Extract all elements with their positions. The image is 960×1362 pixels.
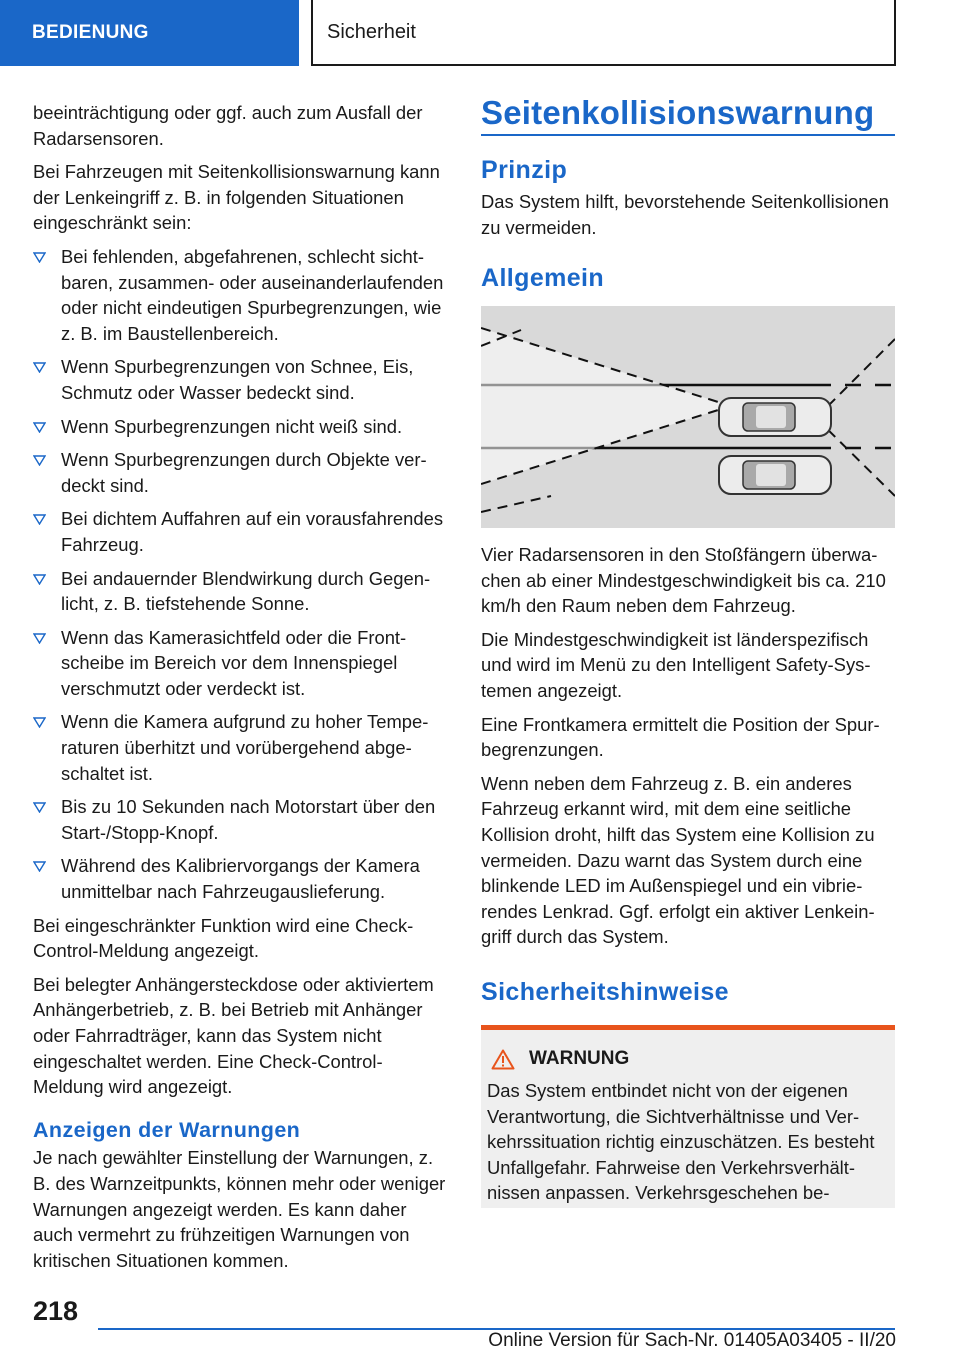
car-icon [719, 456, 831, 494]
paragraph: Eine Frontkamera ermittelt die Position der Spurbegrenzungen. [481, 713, 880, 761]
triangle-bullet-icon [33, 362, 46, 373]
paragraph: Bei Fahrzeugen mit Seitenkollisionswarnung kann der Lenkeingriff z. B. in folgenden Situationen eingeschränkt sein: [33, 161, 440, 234]
triangle-bullet-icon [33, 633, 46, 644]
warning-triangle-icon [491, 1049, 515, 1070]
warning-text: Das System entbindet nicht von der eigenen Verantwortung, die Sichtverhältnisse und Verkehrssituation richtig einzuschätzen. Es besteht Unfallgefahr. Fahrweise den Verkehrsverhältnissen anpassen. Verkehrsgeschehen be- [487, 1080, 875, 1204]
paragraph: Bei belegter Anhängersteckdose oder aktiviertem Anhängerbetrieb, z. B. bei Betrieb mit Anhänger oder Fahrradträger, kann das System nicht eingeschaltet werden. Eine Check-Control-Meldung wird angezeigt. [33, 973, 434, 1098]
right-column [481, 94, 895, 1208]
list-item: Wenn Spurbegrenzungen von Schnee, Eis, Schmutz oder Wasser bedeckt sind. [33, 354, 448, 405]
paragraph: Je nach gewählter Einstellung der Warnungen, z. B. des Warnzeitpunkts, können mehr oder weniger Warnungen angezeigt werden. Es kann daher auch vermehrt zu frühzeitigen Warnungen von kritischen Situationen kommen. [33, 1147, 446, 1271]
chapter-tab [0, 0, 299, 66]
triangle-bullet-icon [33, 514, 46, 525]
paragraph: beeinträchtigung oder ggf. auch zum Ausfall der Radarsensoren. [33, 102, 423, 149]
list-item: Bei andauernder Blendwirkung durch Gegenlicht, z. B. tiefstehende Sonne. [33, 566, 448, 617]
heading-sicherheitshinweise: Sicherheitshinweise [481, 977, 729, 1006]
triangle-bullet-icon [33, 802, 46, 813]
list-item: Wenn die Kamera aufgrund zu hoher Temperaturen überhitzt und vorübergehend abgeschaltet ist. [33, 709, 448, 786]
page-number: 218 [33, 1296, 79, 1326]
bullet-list [33, 244, 448, 905]
paragraph: Das System hilft, bevorstehende Seitenkollisionen zu vermeiden. [481, 191, 889, 238]
page-title: Seitenkollisionswarnung [481, 100, 895, 136]
list-item: Bis zu 10 Sekunden nach Motorstart über den Start-/Stopp-Knopf. [33, 794, 448, 845]
left-column [33, 100, 448, 1281]
triangle-bullet-icon [33, 861, 46, 872]
list-item: Wenn das Kamerasichtfeld oder die Frontscheibe im Bereich vor dem Innenspiegel verschmutzt oder verdeckt ist. [33, 625, 448, 702]
section-label: Sicherheit [327, 20, 416, 43]
list-item: Wenn Spurbegrenzungen durch Objekte verdeckt sind. [33, 447, 448, 498]
heading-prinzip: Prinzip [481, 155, 568, 184]
footer-text: Online Version für Sach-Nr. 01405A03405 - II/20 [488, 1330, 896, 1351]
list-item: Bei dichtem Auffahren auf ein vorausfahrendes Fahrzeug. [33, 506, 448, 557]
warning-title: WARNUNG [487, 1046, 889, 1072]
chapter-label: BEDIENUNG [32, 22, 149, 43]
paragraph: Bei eingeschränkter Funktion wird eine Check-Control-Meldung angezeigt. [33, 914, 414, 962]
radar-illustration [481, 306, 895, 528]
car-icon [719, 398, 831, 436]
paragraph: Vier Radarsensoren in den Stoßfängern überwachen ab einer Mindestgeschwindigkeit bis ca. 210 km/h den Raum neben dem Fahrzeug. [481, 543, 886, 617]
list-item: Wenn Spurbegrenzungen nicht weiß sind. [33, 414, 448, 440]
list-item: Während des Kalibriervorgangs der Kamera unmittelbar nach Fahrzeugauslieferung. [33, 853, 448, 904]
subheading-warnungen: Anzeigen der Warnungen [33, 1117, 301, 1142]
warning-box [481, 1025, 895, 1208]
paragraph: Wenn neben dem Fahrzeug z. B. ein anderes Fahrzeug erkannt wird, mit dem eine seitliche Kollision droht, hilft das System eine Kollision zu vermeiden. Dazu warnt das System durch eine blinkende LED im Außenspiegel und ein vibrierendes Lenkrad. Ggf. erfolgt ein aktiver Lenkeingriff durch das System. [481, 772, 875, 948]
heading-allgemein: Allgemein [481, 264, 605, 293]
list-item: Bei fehlenden, abgefahrenen, schlecht sichtbaren, zusammen- oder auseinanderlaufenden oder nicht eindeutigen Spurbegrenzungen, wie z. B. im Baustellenbereich. [33, 244, 448, 346]
triangle-bullet-icon [33, 422, 46, 433]
triangle-bullet-icon [33, 717, 46, 728]
triangle-bullet-icon [33, 455, 46, 466]
section-header [311, 0, 896, 66]
triangle-bullet-icon [33, 252, 46, 263]
paragraph: Die Mindestgeschwindigkeit ist länderspezifisch und wird im Menü zu den Intelligent Safety-Systemen angezeigt. [481, 628, 871, 701]
triangle-bullet-icon [33, 574, 46, 585]
